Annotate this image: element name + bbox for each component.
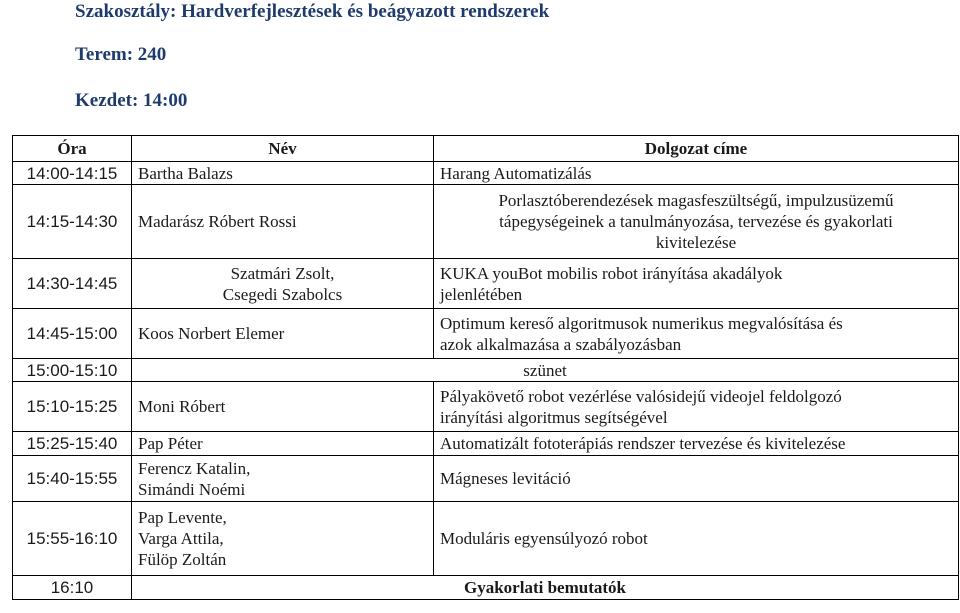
- table-row: [13, 432, 959, 456]
- name-cell: [132, 456, 434, 502]
- title-line: Porlasztóberendezések magasfeszültségű, impulzusüzemű: [498, 191, 894, 210]
- title-cell: [434, 259, 959, 309]
- name-line: Varga Attila,: [138, 529, 224, 548]
- name-line: Ferencz Katalin,: [138, 458, 251, 478]
- table-row: [13, 259, 959, 309]
- title-cell: [434, 382, 959, 432]
- time-cell: 14:30-14:45: [13, 259, 132, 309]
- table-row: [13, 162, 959, 185]
- break-cell: szünet: [132, 359, 959, 382]
- title-line: kivitelezése: [655, 233, 737, 252]
- name-cell: [132, 502, 434, 576]
- name-line: Csegedi Szabolcs: [222, 284, 343, 304]
- name-cell: [132, 259, 434, 309]
- title-line: irányítási algoritmus segítségével: [440, 407, 668, 427]
- column-header-title: Dolgozat címe: [434, 136, 959, 162]
- final-activity-cell: Gyakorlati bemutatók: [132, 576, 959, 600]
- break-row: [13, 359, 959, 382]
- time-cell: 14:45-15:00: [13, 309, 132, 359]
- title-cell: [434, 185, 959, 259]
- room-heading: Terem: 240: [75, 44, 167, 65]
- time-cell: 14:15-14:30: [13, 185, 132, 259]
- table-header-row: [13, 136, 959, 162]
- table-row: [13, 502, 959, 576]
- time-cell: 15:00-15:10: [13, 359, 132, 382]
- name-line: Pap Levente,: [138, 508, 227, 527]
- time-cell: 15:10-15:25: [13, 382, 132, 432]
- table-row: [13, 185, 959, 259]
- table-row: [13, 309, 959, 359]
- name-line: Fülöp Zoltán: [138, 550, 227, 569]
- table-row: [13, 382, 959, 432]
- title-line: azok alkalmazása a szabályozásban: [440, 334, 682, 354]
- title-line: KUKA youBot mobilis robot irányítása akadályok: [440, 263, 783, 283]
- time-cell: 16:10: [13, 576, 132, 600]
- table-row: [13, 456, 959, 502]
- department-heading: Szakosztály: Hardverfejlesztések és beágyazott rendszerek: [75, 1, 550, 22]
- name-cell: Bartha Balazs: [132, 162, 434, 185]
- name-cell: Madarász Róbert Rossi: [132, 185, 434, 259]
- column-header-time: Óra: [13, 136, 132, 162]
- name-cell: Pap Péter: [132, 432, 434, 456]
- time-cell: 15:55-16:10: [13, 502, 132, 576]
- title-cell: Automatizált fototerápiás rendszer tervezése és kivitelezése: [434, 432, 959, 456]
- final-row: [13, 576, 959, 600]
- title-line: tápegységeinek a tanulmányozása, tervezése és gyakorlati: [499, 212, 893, 231]
- name-cell: Koos Norbert Elemer: [132, 309, 434, 359]
- time-cell: 14:00-14:15: [13, 162, 132, 185]
- name-line: Simándi Noémi: [138, 479, 246, 499]
- name-line: Szatmári Zsolt,: [230, 263, 335, 283]
- name-cell: Moni Róbert: [132, 382, 434, 432]
- title-cell: Mágneses levitáció: [434, 456, 959, 502]
- schedule-table: [12, 135, 959, 600]
- title-line: Pályakövető robot vezérlése valósidejű videojel feldolgozó: [440, 386, 842, 406]
- title-line: jelenlétében: [440, 284, 523, 304]
- title-cell: Moduláris egyensúlyozó robot: [434, 502, 959, 576]
- column-header-name: Név: [132, 136, 434, 162]
- start-time-heading: Kezdet: 14:00: [75, 90, 188, 111]
- title-line: Optimum kereső algoritmusok numerikus megvalósítása és: [440, 313, 843, 333]
- time-cell: 15:40-15:55: [13, 456, 132, 502]
- time-cell: 15:25-15:40: [13, 432, 132, 456]
- title-cell: [434, 309, 959, 359]
- title-cell: Harang Automatizálás: [434, 162, 959, 185]
